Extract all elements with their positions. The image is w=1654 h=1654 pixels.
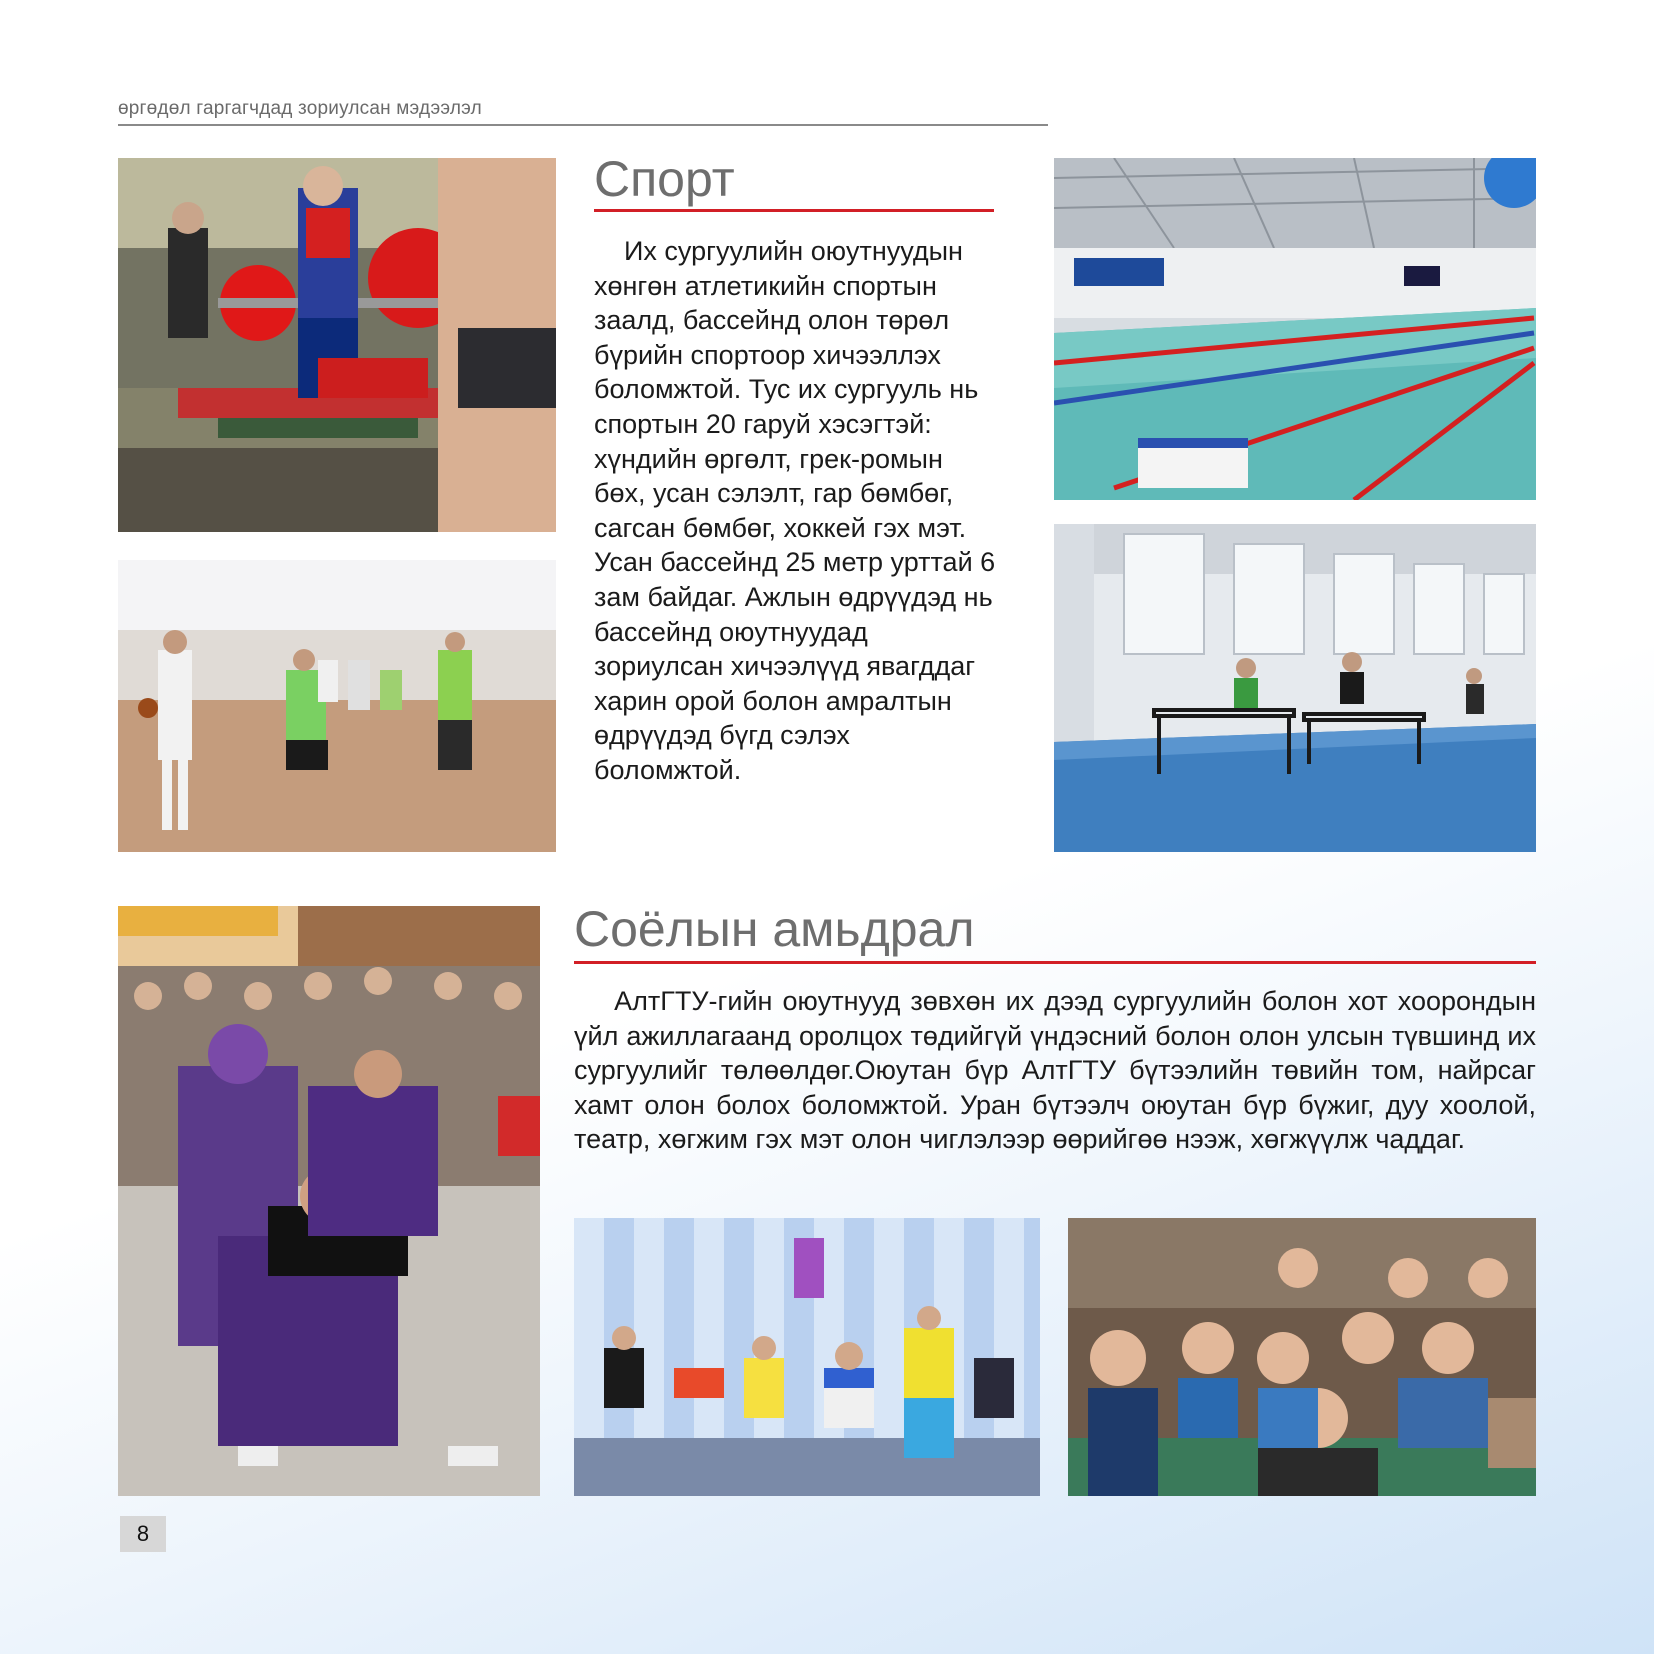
- culture-title: Соёлын амьдрал: [574, 901, 975, 957]
- sport-title-rule: [594, 209, 994, 212]
- sport-paragraph: Их сургуулийн оюутнуудын хөнгөн атлетикийн спортын заалд, бассейнд олон төрөл бүрийн спортоор хичээллэх боломжтой. Тус их сургууль нь спортын 20 гаруй хэсэгтэй: хүндийн өргөлт, грек-ромын бөх, усан сэлэлт, гар бөмбөг, сагсан бөмбөг, хоккей гэх мэт. Усан бассейнд 25 метр урттай 6 зам байдаг. Ажлын өдрүүдэд нь бассейнд оюутнуудад зориулсан хичээлүүд явагддаг харин орой болон амралтын өдрүүдэд бүгд сэлэх боломжтой.: [594, 236, 1003, 785]
- street-dance-photo: [118, 906, 540, 1496]
- weightlifting-photo: [118, 158, 556, 532]
- hurdles-track-photo: [1054, 524, 1536, 852]
- culture-title-rule: [574, 961, 1536, 964]
- student-group-photo: [1068, 1218, 1536, 1496]
- swimming-pool-photo: [1054, 158, 1536, 500]
- page-number: 8: [120, 1516, 166, 1552]
- culture-paragraph: АлтГТУ-гийн оюутнууд зөвхөн их дээд сургуулийн болон хот хоорондын үйл ажиллагаанд оролцох төдийгүй үндэсний болон олон улсын түвшинд их сургуулийг төлөөлдөг.Оюутан бүр АлтГТУ бүтээлийн төвийн том, найрсаг хамт олон болох боломжтой. Уран бүтээлч оюутан бүр бүжиг, дуу хоолой, театр, хөгжим гэх мэт олон чиглэлээр өөрийгөө нээж, хөгжүүлж чаддаг.: [574, 986, 1544, 1155]
- running-header: өргөдөл гаргагчдад зориулсан мэдээлэл: [118, 98, 1048, 126]
- stage-dance-photo: [574, 1218, 1040, 1496]
- sport-title: Спорт: [594, 151, 735, 207]
- basketball-photo: [118, 560, 556, 852]
